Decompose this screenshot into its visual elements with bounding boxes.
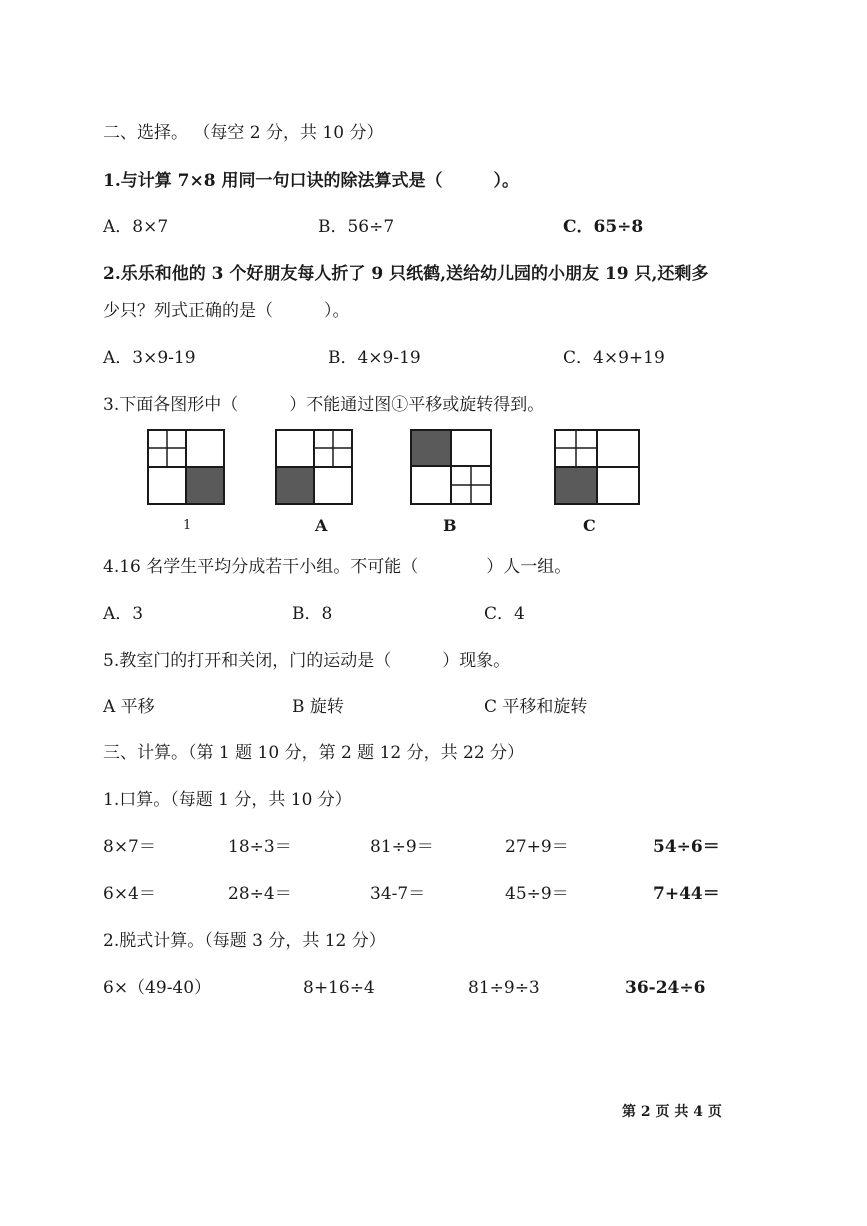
section3-heading: 三、计算。（第 1 题 10 分，第 2 题 12 分，共 22 分）	[103, 743, 525, 763]
step-calc-title: 2.脱式计算。（每题 3 分，共 12 分）	[103, 931, 386, 951]
q5-option-a: A 平移	[103, 697, 155, 717]
q2-option-b: B．4×9-19	[328, 348, 421, 368]
figure-label-a: A	[315, 516, 328, 535]
q5-stem: 5.教室门的打开和关闭，门的运动是（ ）现象。	[103, 651, 511, 671]
figure-label-1: 1	[183, 518, 192, 533]
q4-stem: 4.16 名学生平均分成若干小组。不可能（ ）人一组。	[103, 557, 572, 577]
figure-c	[553, 428, 641, 506]
q1-option-a: A．8×7	[103, 217, 169, 237]
mental-math-title: 1.口算。（每题 1 分，共 10 分）	[103, 790, 352, 810]
mental-math-item: 34-7＝	[370, 884, 426, 904]
figure-1	[146, 428, 226, 506]
figure-label-b: B	[443, 516, 457, 535]
q4-option-b: B．8	[292, 604, 333, 624]
step-calc-item: 36-24÷6	[625, 978, 706, 998]
q2-stem-line2: 少只？列式正确的是（ ）。	[103, 301, 350, 321]
q1-stem: 1.与计算 7×8 用同一句口诀的除法算式是（ ）。	[103, 171, 519, 191]
figure-label-c: C	[583, 516, 596, 535]
step-calc-item: 6×（49-40）	[103, 978, 212, 998]
step-calc-item: 8+16÷4	[303, 978, 375, 998]
q3-stem: 3.下面各图形中（ ）不能通过图①平移或旋转得到。	[103, 395, 545, 415]
q4-option-c: C．4	[484, 604, 525, 624]
q1-option-c: C．65÷8	[563, 217, 644, 237]
page-number: 第 2 页 共 4 页	[622, 1104, 722, 1120]
mental-math-item: 54÷6＝	[653, 837, 720, 857]
mental-math-item: 18÷3＝	[228, 837, 292, 857]
mental-math-item: 8×7＝	[103, 837, 156, 857]
figure-a	[274, 428, 354, 506]
q2-option-c: C．4×9+19	[563, 348, 665, 368]
mental-math-item: 81÷9＝	[370, 837, 434, 857]
step-calc-item: 81÷9÷3	[468, 978, 540, 998]
q4-option-a: A．3	[103, 604, 144, 624]
figure-b	[409, 428, 493, 506]
q2-stem-line1: 2.乐乐和他的 3 个好朋友每人折了 9 只纸鹤,送给幼儿园的小朋友 19 只,还剩多	[103, 264, 709, 284]
q5-option-b: B 旋转	[292, 697, 344, 717]
q2-option-a: A．3×9-19	[103, 348, 196, 368]
mental-math-item: 28÷4＝	[228, 884, 292, 904]
mental-math-item: 45÷9＝	[505, 884, 569, 904]
mental-math-item: 6×4＝	[103, 884, 156, 904]
mental-math-item: 27+9＝	[505, 837, 569, 857]
q5-option-c: C 平移和旋转	[484, 697, 588, 717]
section2-heading: 二、选择。 （每空 2 分，共 10 分）	[103, 123, 384, 143]
q1-option-b: B．56÷7	[318, 217, 395, 237]
mental-math-item: 7+44＝	[653, 884, 720, 904]
